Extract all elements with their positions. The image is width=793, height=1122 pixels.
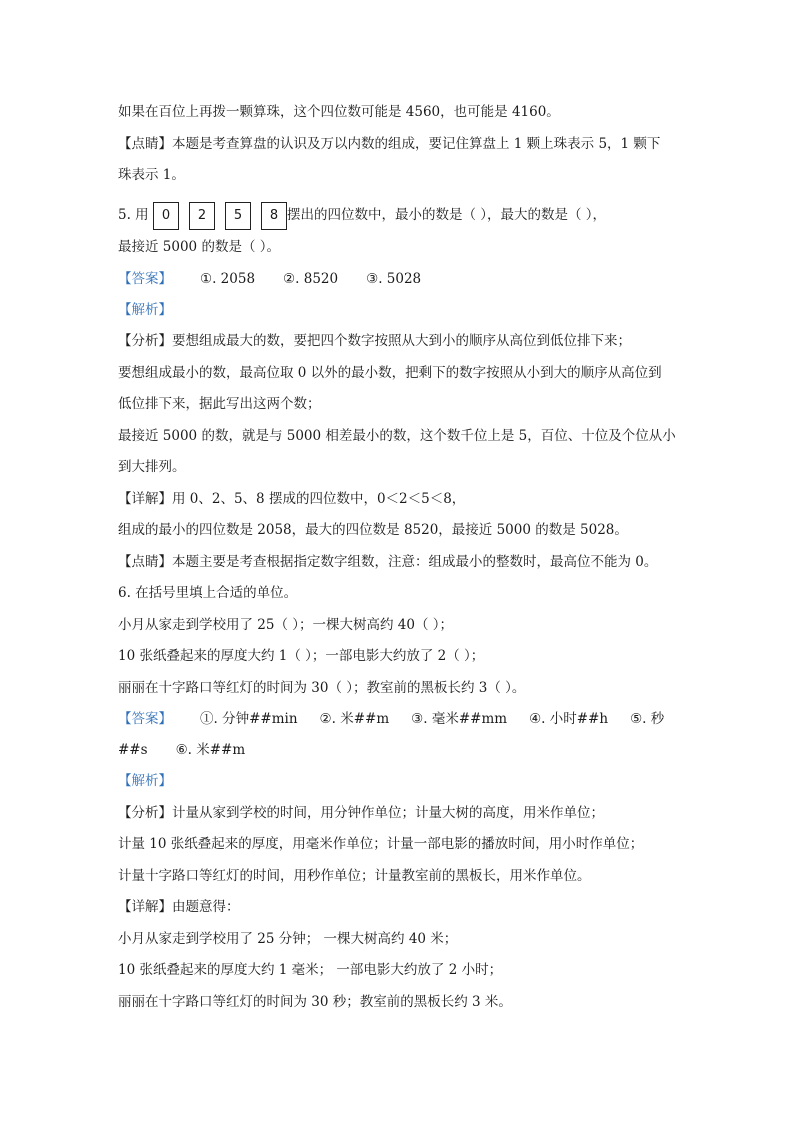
text-line: 计量 10 张纸叠起来的厚度，用毫米作单位；计量一部电影的播放时间，用小时作单位； <box>118 836 644 852</box>
text-line: 丽丽在十字路口等红灯的时间为 30（ ）；教室前的黑板长约 3（ ）。 <box>118 680 526 696</box>
text-line: 组成的最小的四位数是 2058，最大的四位数是 8520，最接近 5000 的数是 5028。 <box>118 522 628 538</box>
fenxi-line: 【分析】要想组成最大的数，要把四个数字按照从大到小的顺序从高位到低位排下来； <box>118 333 631 349</box>
text-line: 如果在百位上再拨一颗算珠，这个四位数可能是 4560，也可能是 4160。 <box>118 104 560 120</box>
analysis-label: 【解析】 <box>118 773 172 789</box>
text-line: 10 张纸叠起来的厚度大约 1 毫米； 一部电影大约放了 2 小时； <box>118 962 503 978</box>
answer-5 <box>118 270 421 288</box>
dianjing-line: 【点睛】本题是考查算盘的认识及万以内数的组成，要记住算盘上 1 颗上珠表示 5，1 颗下 <box>118 136 661 152</box>
text-line: 丽丽在十字路口等红灯的时间为 30 秒；教室前的黑板长约 3 米。 <box>118 994 512 1010</box>
text-line: 最接近 5000 的数是（ ）。 <box>118 239 280 255</box>
question-5 <box>118 201 606 230</box>
answer-item: ④. 小时##h <box>529 711 609 727</box>
answer-item: ①. 2058 <box>200 271 256 287</box>
answer-item: ⑥. 米##m <box>175 742 246 758</box>
answer-item: ③. 5028 <box>366 271 422 287</box>
answer-label: 【答案】 <box>118 271 172 287</box>
xiangjie-line: 【详解】用 0、2、5、8 摆成的四位数中，0＜2＜5＜8， <box>118 491 466 507</box>
digit-card: 0 <box>153 202 179 230</box>
xiangjie-line: 【详解】由题意得： <box>118 899 240 915</box>
text-line: 小月从家走到学校用了 25（ ）；一棵大树高约 40（ ）； <box>118 617 454 633</box>
question-5-text: 摆出的四位数中，最小的数是（ ），最大的数是（ ）， <box>286 207 607 223</box>
text-line: 小月从家走到学校用了 25 分钟； 一棵大树高约 40 米； <box>118 931 458 947</box>
text-line: 到大排列。 <box>118 459 186 475</box>
text-line: 10 张纸叠起来的厚度大约 1（ ）；一部电影大约放了 2（ ）； <box>118 648 485 664</box>
answer-item: ②. 8520 <box>283 271 339 287</box>
text-line: 低位排下来，据此写出这两个数； <box>118 396 321 412</box>
answer-item: ②. 米##m <box>319 711 390 727</box>
text-line: 珠表示 1。 <box>118 167 185 183</box>
answer-label: 【答案】 <box>118 711 172 727</box>
digit-card: 5 <box>225 202 251 230</box>
answer-6 <box>118 710 664 728</box>
dianjing-line: 【点睛】本题主要是考查根据指定数字组数，注意：组成最小的整数时，最高位不能为 0。 <box>118 554 658 570</box>
answer-item: ##s <box>118 742 148 758</box>
analysis-label: 【解析】 <box>118 302 172 318</box>
text-line: 要想组成最小的数，最高位取 0 以外的最小数，把剩下的数字按照从小到大的顺序从高位到 <box>118 365 662 381</box>
fenxi-line: 【分析】计量从家到学校的时间，用分钟作单位；计量大树的高度，用米作单位； <box>118 805 604 821</box>
text-line: 计量十字路口等红灯的时间，用秒作单位；计量教室前的黑板长，用米作单位。 <box>118 868 591 884</box>
digit-card: 8 <box>261 202 287 230</box>
answer-item: ①. 分钟##min <box>200 711 298 727</box>
question-6: 6. 在括号里填上合适的单位。 <box>118 585 298 601</box>
question-5-prefix: 5. 用 <box>118 207 149 223</box>
answer-item: ⑤. 秒 <box>630 711 665 727</box>
digit-card: 2 <box>189 202 215 230</box>
text-line: 最接近 5000 的数，就是与 5000 相差最小的数，这个数千位上是 5，百位、十位及个位从小 <box>118 428 676 444</box>
answer-item: ③. 毫米##mm <box>411 711 508 727</box>
answer-6-cont <box>118 741 245 759</box>
